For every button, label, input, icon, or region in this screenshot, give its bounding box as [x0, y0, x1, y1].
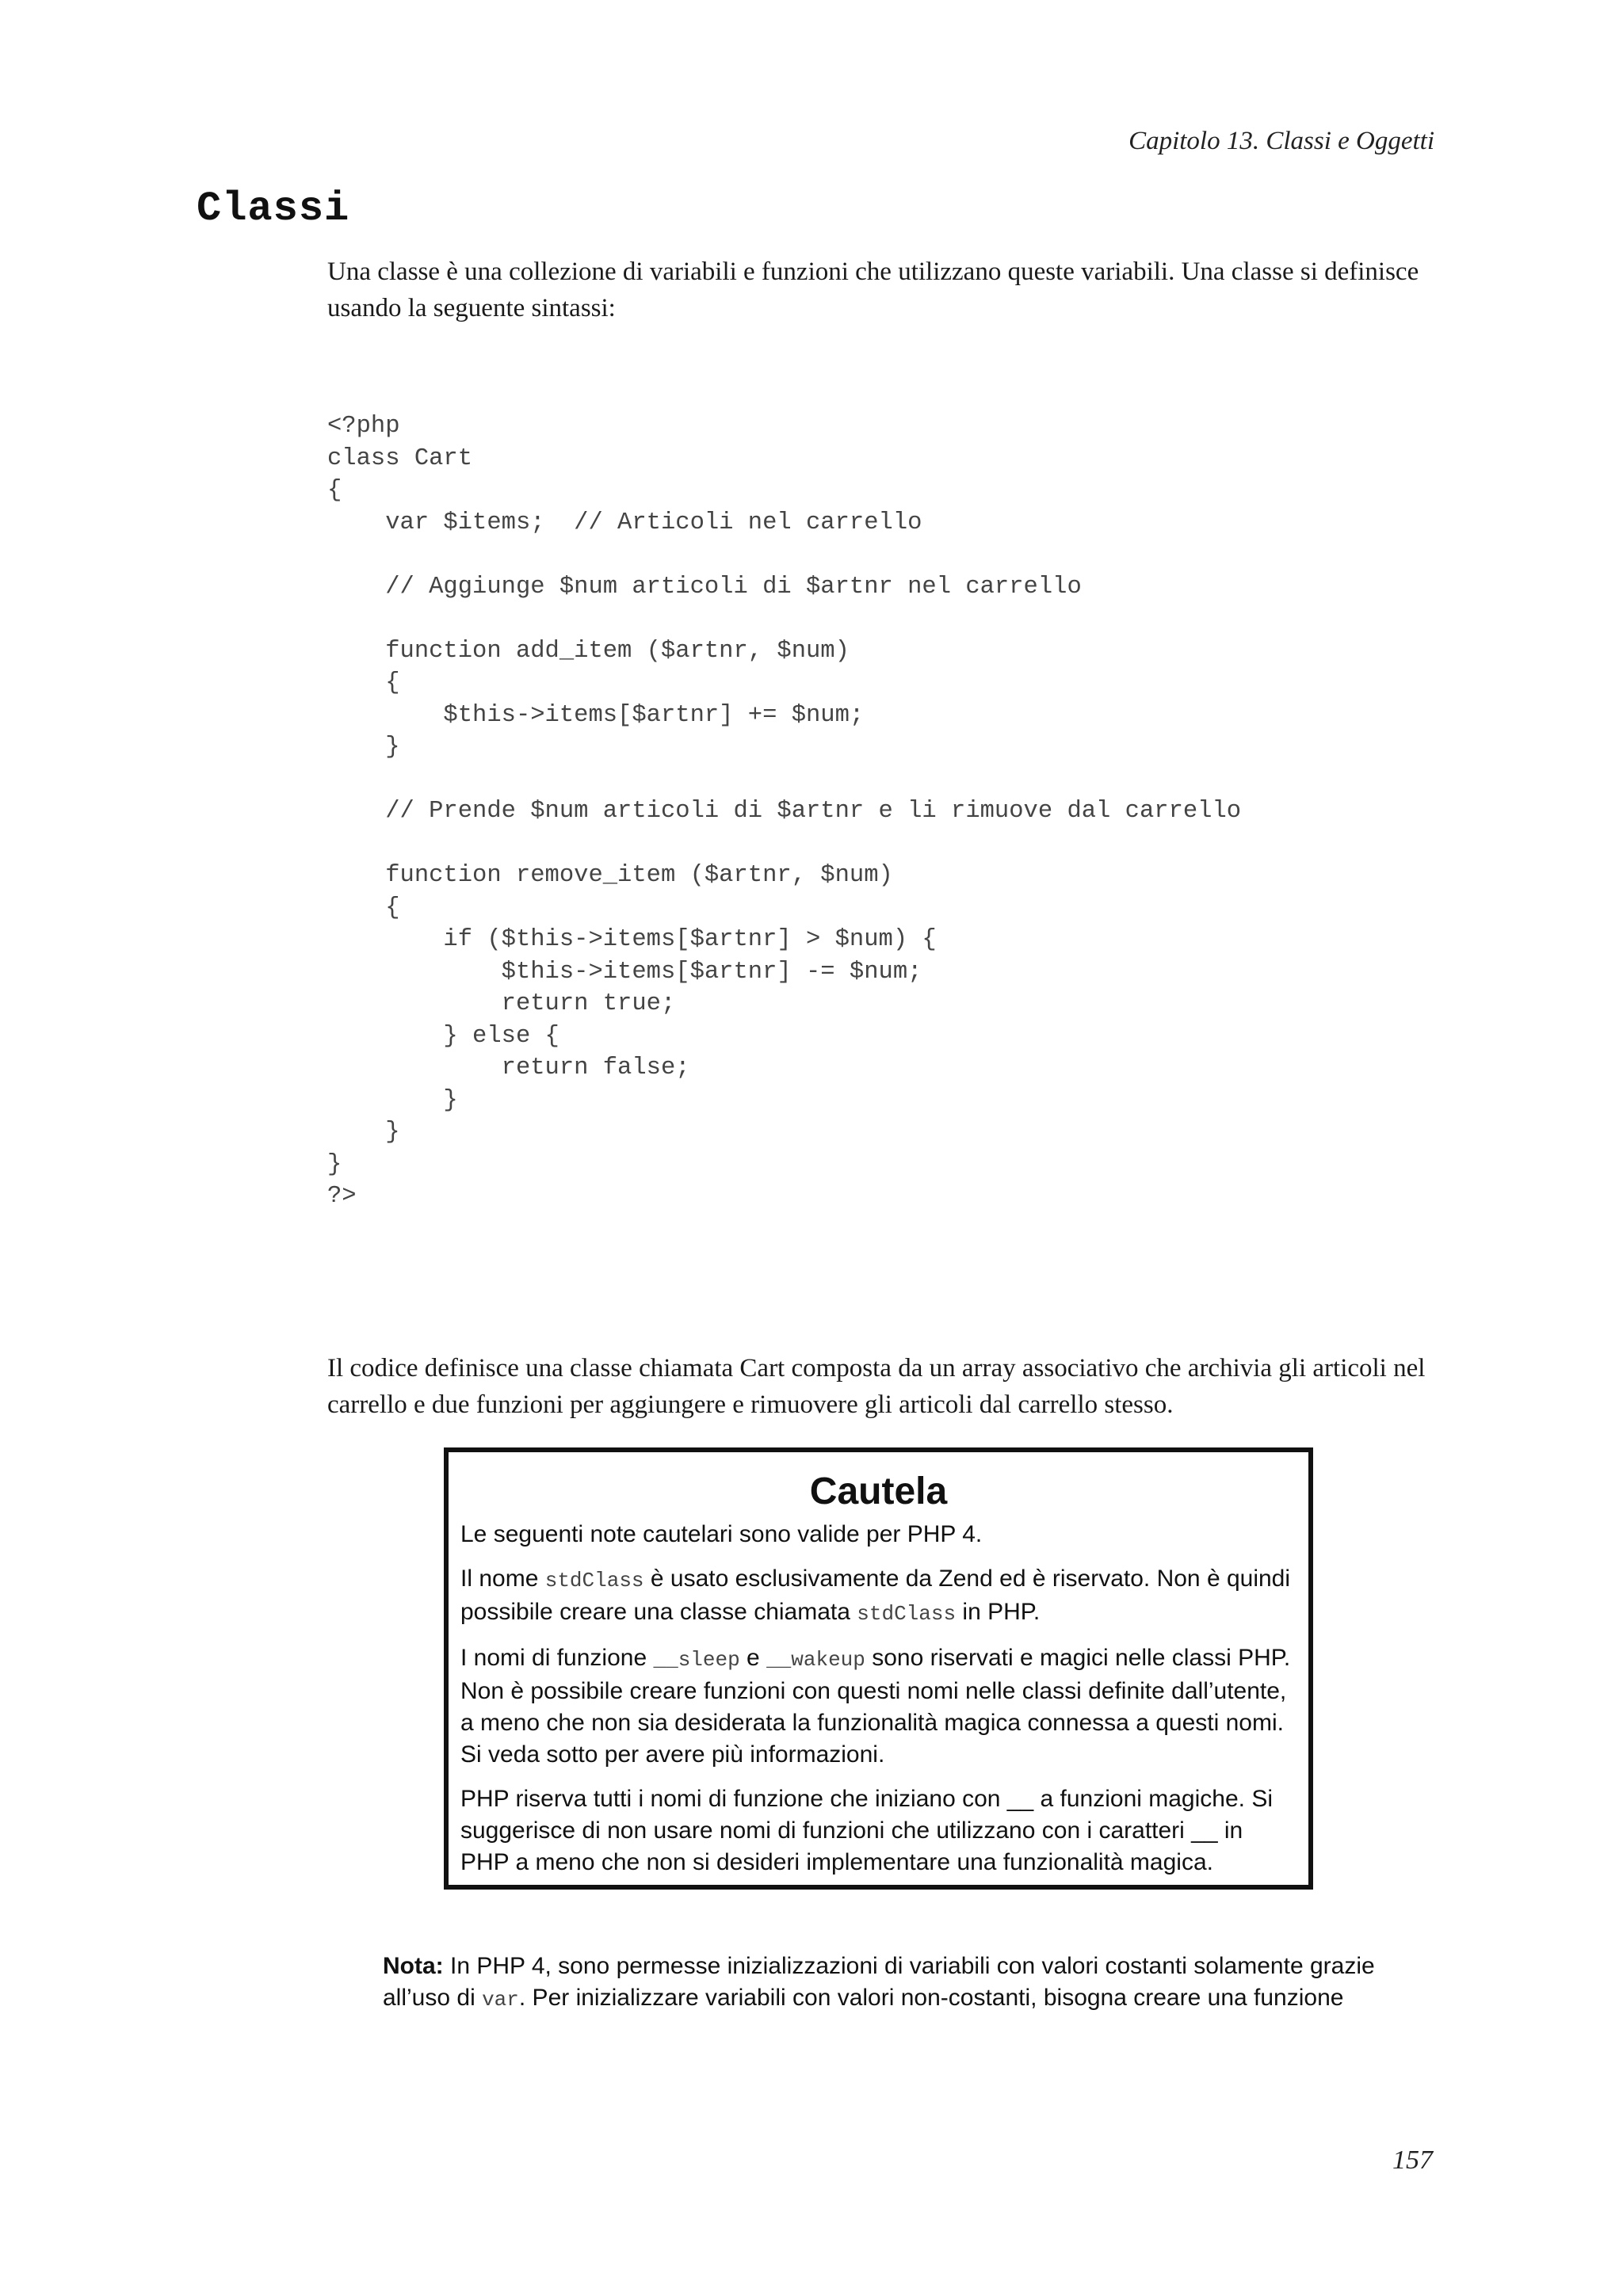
caution-paragraph-3: I nomi di funzione __sleep e __wakeup sono riservati e magici nelle classi PHP. Non è possibile creare funzioni con questi nomi nelle classi definite dall’utente, a meno che non sia desiderata la funzionalità magica connessa a questi nomi. Si veda sotto per avere più informazioni.: [460, 1645, 1291, 1768]
caution-paragraph-1: Le seguenti note cautelari sono valide per PHP 4.: [460, 1521, 983, 1547]
code-var: var: [482, 1988, 519, 2012]
code-stdclass: stdClass: [544, 1569, 644, 1592]
intro-paragraph: Una classe è una collezione di variabili e funzioni che utilizzano queste variabili. Una classe si definisce usando la seguente sintassi:: [327, 257, 1419, 322]
caution-body: [449, 1516, 1308, 1878]
note-label: Nota:: [383, 1953, 444, 1979]
running-header: Capitolo 13. Classi e Oggetti: [1128, 127, 1434, 155]
note-paragraph: Nota: In PHP 4, sono permesse inizializzazioni di variabili con valori costanti solamente grazie all’uso di var. Per inizializzare variabili con valori non-costanti, bisogna creare una funzione: [383, 1953, 1375, 2012]
caution-paragraph-2: Il nome stdClass è usato esclusivamente da Zend ed è riservato. Non è quindi possibile creare una classe chiamata stdClass in PHP.: [460, 1566, 1291, 1626]
code-stdclass: stdClass: [857, 1602, 957, 1626]
explanation-paragraph: Il codice definisce una classe chiamata Cart composta da un array associativo che archivia gli articoli nel carrello e due funzioni per aggiungere e rimuovere gli articoli dal carrello stesso.: [327, 1354, 1426, 1419]
page-number: 157: [1392, 2145, 1433, 2175]
code-listing: <?php class Cart { var $items; // Articoli nel carrello // Aggiunge $num articoli di $artnr nel carrello function add_item ($artnr, $num) { $this->items[$artnr] += $num; } // Prende $num articoli di $artnr e li rimuove dal carrello function remove_item ($artnr, $num) { if ($this->items[$artnr] > $num) { $this->items[$artnr] -= $num; return true; } else { return false; } } } ?>: [327, 413, 1242, 1210]
caution-paragraph-4: PHP riserva tutti i nomi di funzione che iniziano con __ a funzioni magiche. Si suggerisce di non usare nomi di funzioni che utilizzano con i caratteri __ in PHP a meno che non si desideri implementare una funzionalità magica.: [460, 1786, 1273, 1875]
section-title: Classi: [197, 185, 350, 232]
code-sleep: __sleep: [653, 1648, 740, 1672]
caution-box: [444, 1447, 1313, 1890]
caution-title: Cautela: [809, 1470, 948, 1512]
code-wakeup: __wakeup: [766, 1648, 865, 1672]
